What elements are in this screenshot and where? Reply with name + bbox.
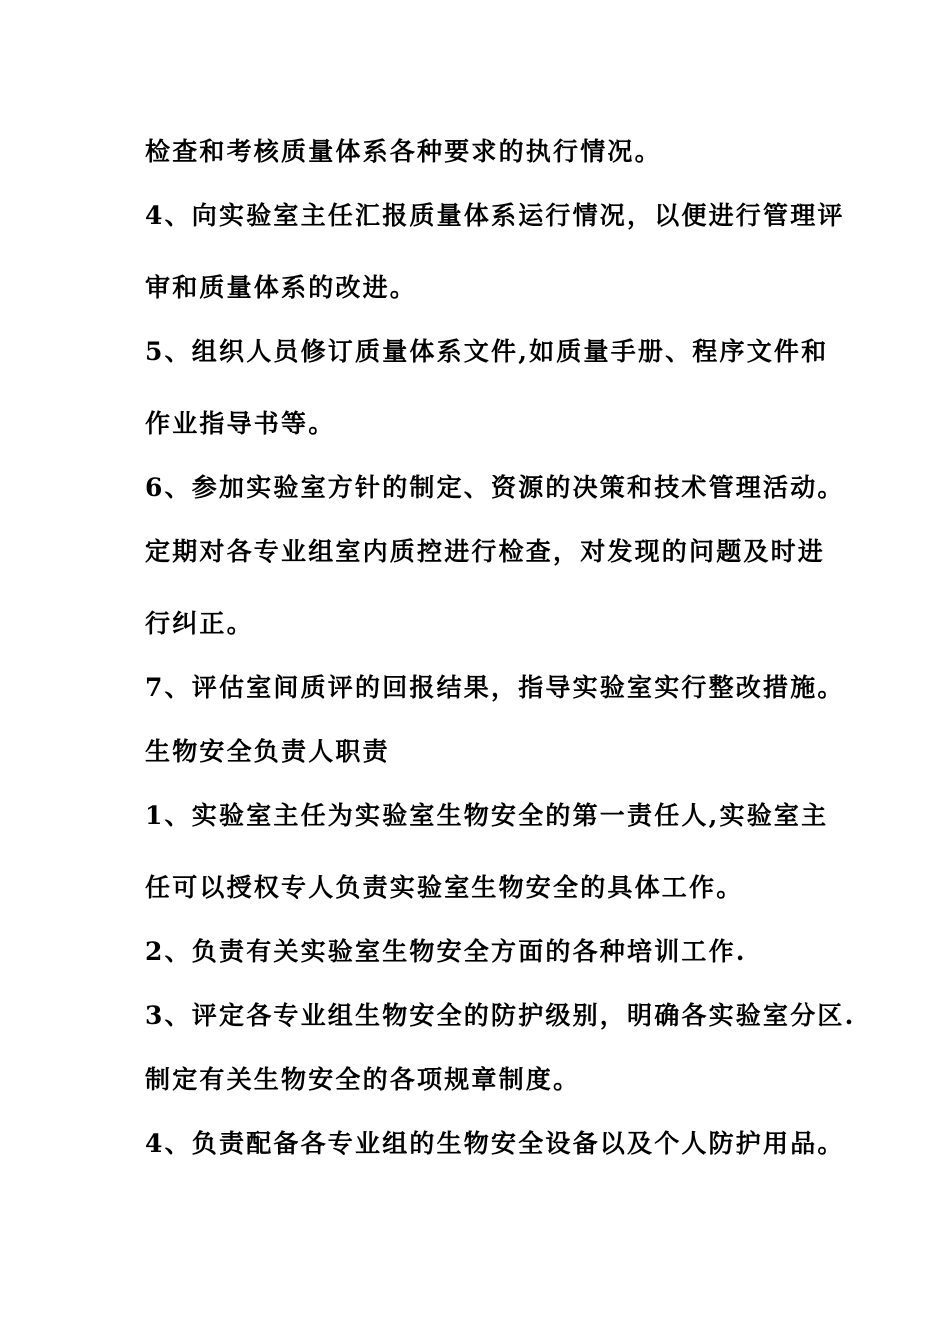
text-line: 3、评定各专业组生物安全的防护级别，明确各实验室分区. (145, 1001, 856, 1030)
text-line: 2、负责有关实验室生物安全方面的各种培训工作. (145, 937, 747, 966)
text-line: 检查和考核质量体系各种要求的执行情况。 (145, 137, 662, 166)
text-line: 1、实验室主任为实验室生物安全的第一责任人,实验室主 (145, 801, 829, 830)
text-line: 作业指导书等。 (145, 409, 336, 438)
text-line: 4、向实验室主任汇报质量体系运行情况，以便进行管理评 (145, 201, 845, 230)
text-line: 定期对各专业组室内质控进行检查，对发现的问题及时进 (145, 537, 826, 566)
text-line: 5、组织人员修订质量体系文件,如质量手册、程序文件和 (145, 337, 829, 366)
section-heading: 生物安全负责人职责 (145, 737, 390, 766)
text-line: 6、参加实验室方针的制定、资源的决策和技术管理活动。 (145, 473, 845, 502)
text-line: 7、评估室间质评的回报结果，指导实验室实行整改措施。 (145, 673, 845, 702)
text-line: 4、负责配备各专业组的生物安全设备以及个人防护用品。 (145, 1129, 845, 1158)
text-line: 制定有关生物安全的各项规章制度。 (145, 1065, 581, 1094)
text-line: 任可以授权专人负责实验室生物安全的具体工作。 (145, 873, 744, 902)
text-line: 行纠正。 (145, 609, 254, 638)
text-line: 审和质量体系的改进。 (145, 273, 418, 302)
